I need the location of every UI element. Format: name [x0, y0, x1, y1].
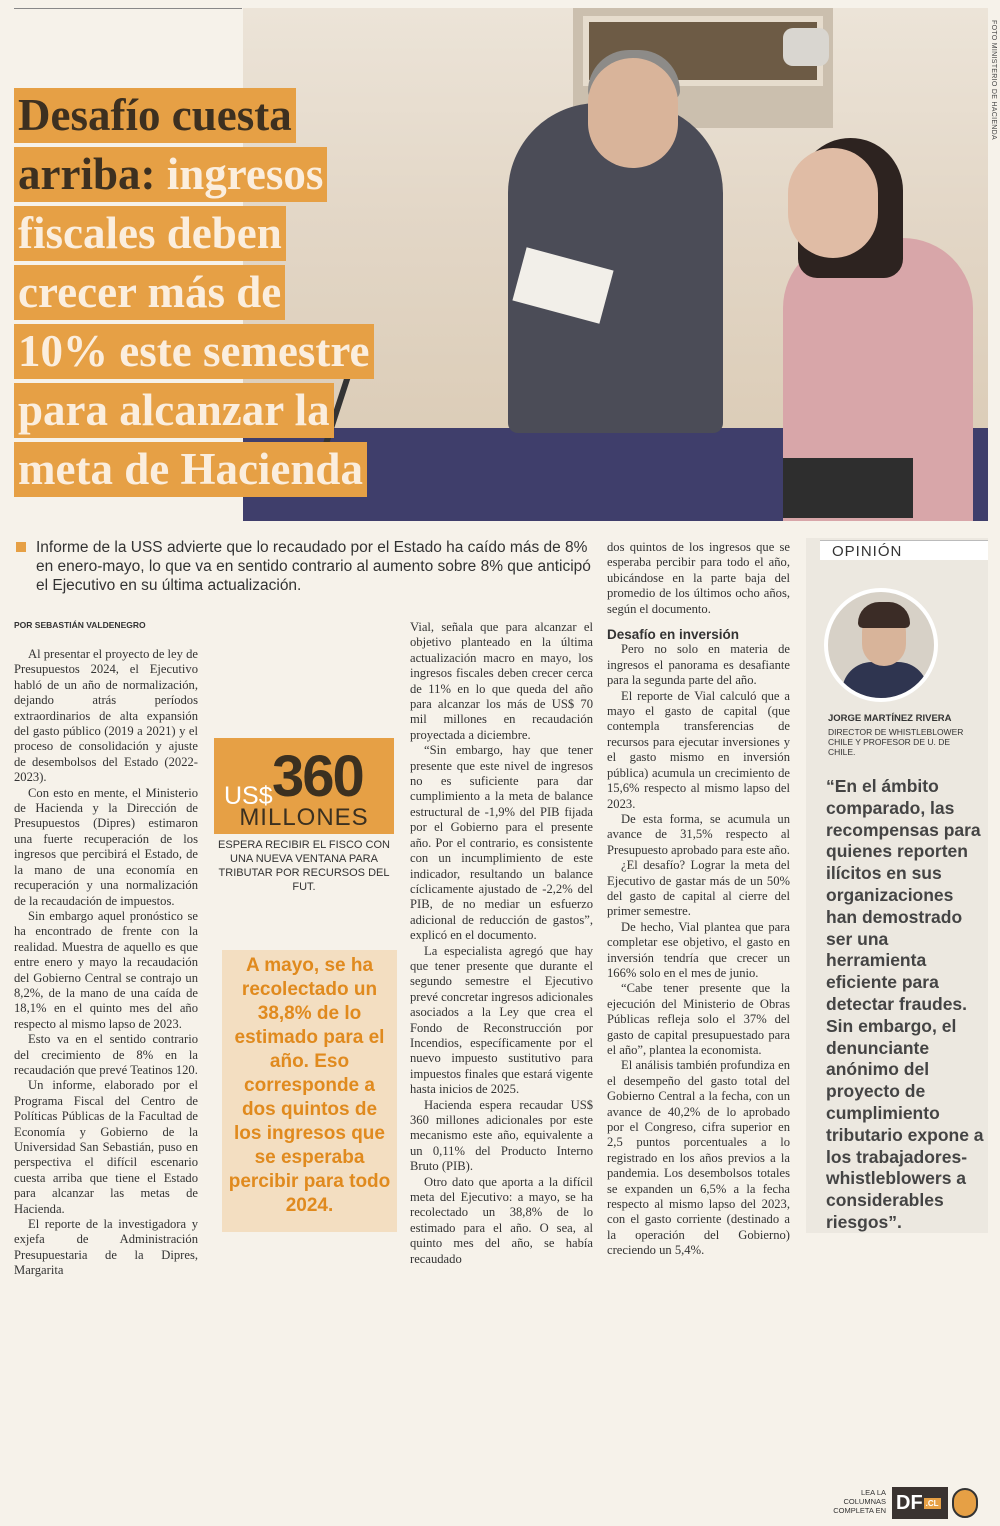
stat-number: 360: [272, 744, 363, 809]
camera-icon: [783, 28, 829, 66]
opinion-quote: “En el ámbito comparado, las recompensas para quienes reporten ilícitos en sus organizaciones han demostrado ser una herramienta eficiente para detectar fraudes. Sin embargo, el denunciante anónimo del proyecto de cumplimiento tributario expone a los trabajadores-whistleblowers a considerables riesgos”.: [826, 776, 984, 1232]
paragraph: El reporte de Vial calculó que a mayo el gasto de capital (que contempla transferencias de recursos para ejecutar inversiones y el gasto mismo en inversión pública) acumula un crecimiento de 15,6% respecto al mismo lapso del 2023.: [607, 688, 790, 811]
headline-line: Desafío cuesta: [14, 88, 296, 143]
paragraph: dos quintos de los ingresos que se esperaba percibir para todo el año, ubicándose en la parte baja del promedio de los últimos ocho años, según el documento.: [607, 540, 790, 616]
top-rule: [14, 8, 242, 9]
headline-line: 10% este semestre: [14, 324, 374, 379]
headline-line: fiscales deben: [14, 206, 286, 261]
headline-line: meta de Hacienda: [14, 442, 367, 497]
paragraph: El análisis también profundiza en el desempeño del gasto total del Gobierno Central a la fecha, con un avance de 40,2% de lo aprobado por el Congreso, cifra superior en 2,5 puntos porcentuales a lo registrado en los años previos a la pandemia. Los desembolsos totales se expanden un 6,5% a la fecha respecto al mismo lapso del 2023, con el gasto corriente (destinado a la operación del Gobierno) creciendo un 5,4%.: [607, 1058, 790, 1258]
df-link[interactable]: [820, 1482, 978, 1526]
paragraph: Otro dato que aporta a la difícil meta del Ejecutivo: a mayo, se ha recolectado un 38,8% de lo estimado para el año. O sea, al quinto mes del año, se había recaudado: [410, 1174, 593, 1266]
body-column-2: [410, 620, 593, 1267]
deck: [14, 538, 599, 595]
stat-currency: US$: [224, 782, 273, 810]
headline-line: crecer más de: [14, 265, 285, 320]
paragraph: Vial, señala que para alcanzar el objetivo planteado en la última actualización macro en mayo, los ingresos fiscales deben crecer cerca de 11% en lo que queda del año para alcanzar los más de US$ 70 mil millones en recaudación proyectada a diciembre.: [410, 620, 593, 742]
author-name: JORGE MARTÍNEZ RIVERA: [828, 713, 952, 724]
df-link-text: LEA LA COLUMNAS COMPLETA EN: [833, 1488, 886, 1515]
paragraph: El reporte de la investigadora y exjefa de Administración Presupuestaria de la Dipres, Margarita: [14, 1217, 198, 1278]
pull-quote: A mayo, se ha recolectado un 38,8% de lo estimado para el año. Eso corresponde a dos quintos de los ingresos que se esperaba percibir para todo 2024.: [228, 955, 391, 1216]
stat-unit: MILLONES: [239, 804, 369, 831]
author-role: DIRECTOR DE WHISTLEBLOWER CHILE Y PROFESOR DE U. DE CHILE.: [828, 727, 964, 757]
body-column-3: [607, 540, 790, 1259]
photo-credit: FOTO MINISTERIO DE HACIENDA: [990, 20, 997, 140]
stat-box: [214, 738, 394, 908]
headline: [14, 88, 484, 501]
paragraph: De hecho, Vial plantea que para completar ese objetivo, el gasto en inversión tendría que crecer un 166% solo en el mes de junio.: [607, 919, 790, 980]
paragraph: Esto va en el sentido contrario del crecimiento de 8% en la recaudación que prevé Teatinos 120.: [14, 1032, 198, 1077]
paragraph: De esta forma, se acumula un avance de 31,5% respecto al Presupuesto aprobado para este año.: [607, 811, 790, 857]
opinion-column: [806, 538, 988, 1515]
paragraph: Sin embargo aquel pronóstico se ha encontrado de frente con la realidad. Muestra de aquello es que entre enero y mayo la recaudación del Gobierno Central se contrajo un 8,2%, de la mano de una caída de 18,1% en el quinto mes del año respecto al mismo lapso de 2023.: [14, 908, 198, 1031]
opinion-label: OPINIÓN: [820, 540, 988, 560]
paragraph: Hacienda espera recaudar US$ 360 millones adicionales por este mecanismo este año, equivalente a un 0,11% del Producto Interno Bruto (PIB).: [410, 1097, 593, 1174]
headline-line: arriba: ingresos: [14, 147, 327, 202]
paragraph: ¿El desafío? Lograr la meta del Ejecutivo de gastar más de un 50% del gasto de capital al cierre del primer semestre.: [607, 858, 790, 919]
paragraph: Con esto en mente, el Ministerio de Hacienda y la Dirección de Presupuestos (Dipres) estimaron una fuerte recuperación de los ingresos que percibirá el Estado, de la mano de una economía en recuperación y una normalización de la recaudación de impuestos.: [14, 785, 198, 908]
stat-caption: ESPERA RECIBIR EL FISCO CON UNA NUEVA VENTANA PARA TRIBUTAR POR RECURSOS DEL FUT.: [218, 839, 390, 893]
byline: POR SEBASTIÁN VALDENEGRO: [14, 620, 146, 630]
paragraph: Un informe, elaborado por el Programa Fiscal del Centro de Políticas Públicas de la Facultad de Economía y Gobierno de la Universidad San Sebastián, puso en perspectiva el difícil escenario cuesta arriba que tiene el Estado para alcanzar las metas de Hacienda.: [14, 1078, 198, 1216]
body-column-1: [14, 647, 198, 1279]
deck-text: Informe de la USS advierte que lo recaudado por el Estado ha caído más de 8% en enero-mayo, lo que va en sentido contrario al aumento sobre 8% que anticipó el Ejecutivo en su última actualización.: [36, 539, 591, 594]
df-logo[interactable]: DF .CL: [892, 1487, 948, 1519]
pull-quote-box: [222, 950, 397, 1232]
bullet-square-icon: [16, 542, 26, 552]
headline-line: para alcanzar la: [14, 383, 334, 438]
pointer-hand-icon: [952, 1488, 978, 1518]
paragraph: La especialista agregó que hay que tener presente que durante el segundo semestre el Ejecutivo prevé concretar ingresos adicionales asociados a la Ley que crea el Fondo de Reconstrucción por Incendios, específicamente por el nuevo impuesto sustitutivo para impuestos finales que estará vigente hasta inicios de 2025.: [410, 943, 593, 1097]
paragraph: “Cabe tener presente que la ejecución del Ministerio de Obras Públicas refleja solo el 37% del gasto de capital presupuestado para el año”, plantea la economista.: [607, 981, 790, 1057]
paragraph: Pero no solo en materia de ingresos el panorama es desafiante para la segunda parte del año.: [607, 642, 790, 688]
paragraph: Al presentar el proyecto de ley de Presupuestos 2024, el Ejecutivo habló de un año de normalización, dejando atrás períodos extraordinarios de alta expansión del gasto público (2019 a 2021) y el proceso de consolidación y ajuste de desembolsos del Estado (2022-2023).: [14, 647, 198, 785]
avatar: [824, 588, 938, 702]
subheading: Desafío en inversión: [607, 627, 740, 643]
paragraph: “Sin embargo, hay que tener presente que este nivel de ingresos no es suficiente para dar cumplimiento a la meta de balance estructural de -1,9% del PIB fijada por el Gobierno para el presente año. Por el contrario, es consistente con un incumplimiento de este indicador, resultando un balance cíclicamente ajustado de -2,2% del PIB, de no mediar un esfuerzo adicional de reducción de gastos”, explicó en el documento.: [410, 743, 593, 943]
